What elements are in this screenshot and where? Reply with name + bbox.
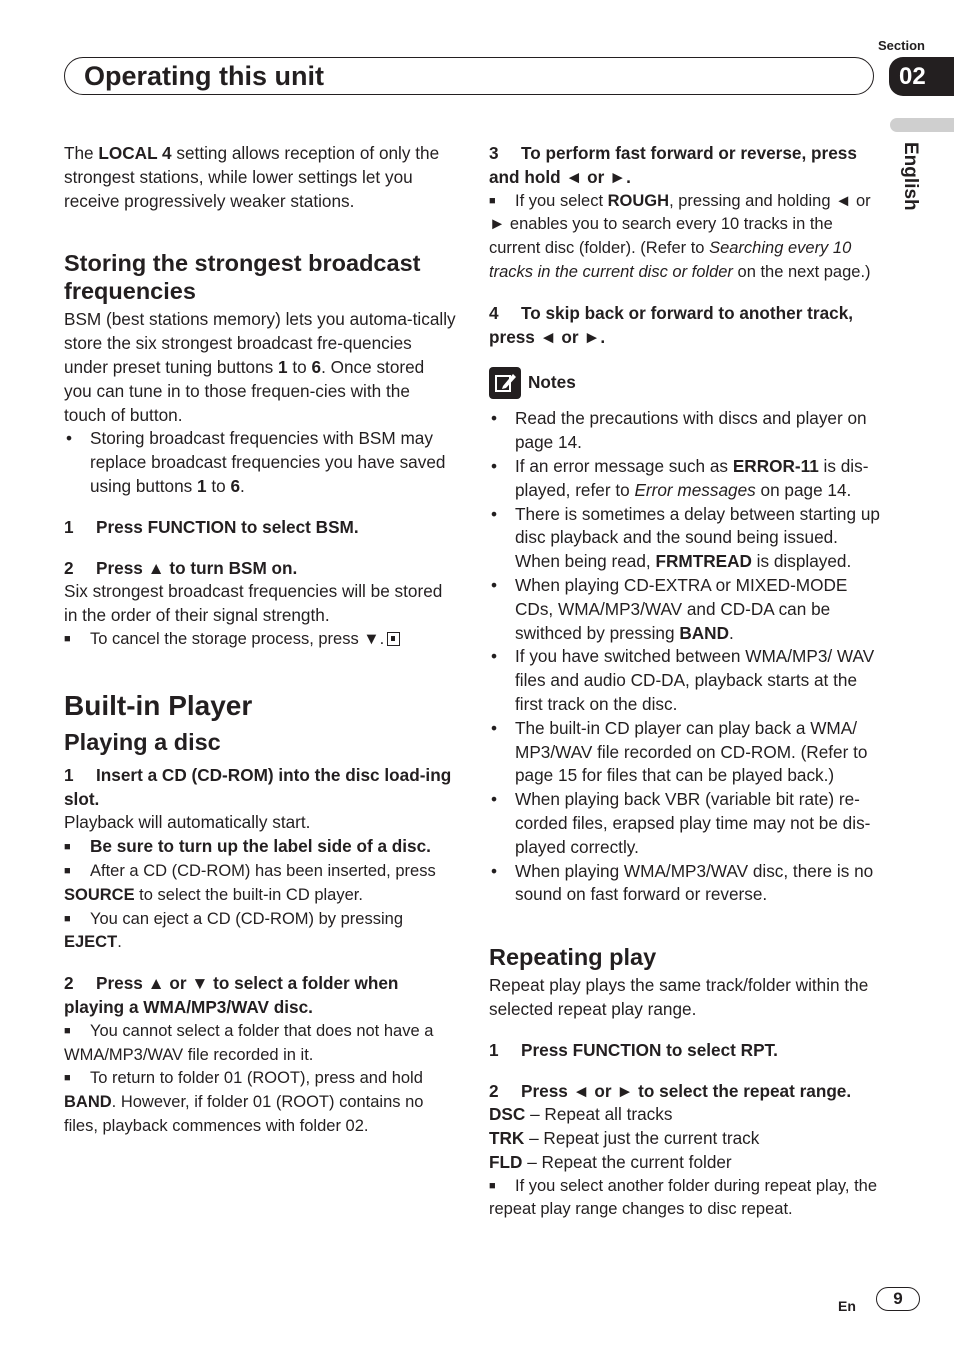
note-item: • The built-in CD player can play back a WMA/ MP3/WAV file recorded on CD-ROM. (Refer to page 15 for files that can be played back.) bbox=[489, 717, 881, 788]
local-intro: The LOCAL 4 setting allows reception of only the strongest stations, while lower settings let you receive progressively weaker stations. bbox=[64, 143, 440, 211]
disc-root-note: ■ To return to folder 01 (ROOT), press and hold BAND. However, if folder 01 (ROOT) contains no files, playback commences with folder 02. bbox=[64, 1069, 424, 1135]
repeat-step-1: 1 Press FUNCTION to select RPT. bbox=[489, 1039, 778, 1060]
language-label: English bbox=[900, 142, 921, 211]
pencil-note-icon bbox=[489, 367, 521, 399]
square-bullet-icon: ■ bbox=[64, 1024, 71, 1037]
note-item: • If you have switched between WMA/MP3/ WAV files and audio CD-DA, playback starts at the first track on the disc. bbox=[489, 645, 881, 716]
footer-language-code: En bbox=[838, 1298, 856, 1314]
repeat-body: Repeat play plays the same track/folder within the selected repeat play range. bbox=[489, 975, 869, 1019]
note-item: • When playing back VBR (variable bit rate) re-corded files, erapsed play time may not be dis-played correctly. bbox=[489, 788, 881, 859]
disc-step-1-body: Playback will automatically start. bbox=[64, 812, 311, 833]
disc-step-1: 1 Insert a CD (CD-ROM) into the disc load-ing slot. bbox=[64, 764, 452, 809]
built-in-player-heading: Built-in Player bbox=[64, 689, 253, 721]
note-item: • Read the precautions with discs and player on page 14. bbox=[489, 407, 881, 455]
notes-heading: Notes bbox=[489, 367, 881, 399]
square-bullet-icon: ■ bbox=[64, 841, 71, 854]
playing-disc-heading: Playing a disc bbox=[64, 728, 221, 755]
note-item: • When playing WMA/MP3/WAV disc, there is no sound on fast forward or reverse. bbox=[489, 860, 881, 908]
step-3: 3 To perform fast forward or reverse, press and hold ◄ or ►. bbox=[489, 143, 857, 187]
disc-label-note: ■ Be sure to turn up the label side of a disc. bbox=[64, 835, 456, 860]
disc-source-note: ■ After a CD (CD-ROM) has been inserted, press SOURCE to select the built-in CD player. bbox=[64, 861, 436, 904]
disc-eject-note: ■ You can eject a CD (CD-ROM) by pressing EJECT. bbox=[64, 909, 404, 952]
note-item: • When playing CD-EXTRA or MIXED-MODE CDs, WMA/MP3/WAV and CD-DA can be swithced by pressing BAND. bbox=[489, 574, 881, 645]
square-bullet-icon: ■ bbox=[489, 194, 496, 207]
range-fld: FLD – Repeat the current folder bbox=[489, 1151, 732, 1172]
page-title: Operating this unit bbox=[84, 61, 324, 91]
note-item: • There is sometimes a delay between starting up disc playback and the sound being issued. When being read, FRMTREAD is displayed. bbox=[489, 503, 881, 574]
repeating-play-heading: Repeating play bbox=[489, 944, 657, 971]
square-bullet-icon: ■ bbox=[64, 912, 71, 925]
square-bullet-icon: ■ bbox=[64, 1072, 71, 1085]
bsm-step-1: 1 Press FUNCTION to select BSM. bbox=[64, 516, 359, 537]
right-column bbox=[489, 142, 881, 1222]
section-number-tab: 02 bbox=[889, 57, 954, 96]
square-bullet-icon: ■ bbox=[489, 1179, 496, 1192]
repeat-note: ■ If you select another folder during repeat play, the repeat play range changes to disc repeat. bbox=[489, 1176, 878, 1219]
step-4: 4 To skip back or forward to another track, press ◄ or ►. bbox=[489, 302, 854, 347]
end-mark-icon bbox=[387, 632, 400, 646]
disc-step-2: 2 Press ▲ or ▼ to select a folder when playing a WMA/MP3/WAV disc. bbox=[64, 973, 399, 1017]
range-dsc: DSC – Repeat all tracks bbox=[489, 1104, 673, 1125]
page-number: 9 bbox=[876, 1287, 920, 1311]
bsm-bullet: • Storing broadcast frequencies with BSM may replace broadcast frequencies you have saved using buttons 1 to 6. bbox=[64, 427, 456, 498]
bsm-step-2: 2 Press ▲ to turn BSM on. bbox=[64, 557, 298, 578]
square-bullet-icon: ■ bbox=[64, 864, 71, 877]
repeat-step-2: 2 Press ◄ or ► to select the repeat range. bbox=[489, 1080, 852, 1101]
language-tab-bar bbox=[890, 118, 954, 132]
bsm-step-2-body: Six strongest broadcast frequencies will be stored in the order of their signal strength. bbox=[64, 581, 443, 626]
section-label: Section bbox=[878, 38, 925, 53]
rough-note: ■ If you select ROUGH, pressing and holding ◄ or ► enables you to search every 10 tracks in the current disc (folder). (Refer to Searching every 10 tracks in the current disc or folder on the next page.) bbox=[489, 191, 871, 281]
range-trk: TRK – Repeat just the current track bbox=[489, 1128, 760, 1149]
note-item: • If an error message such as ERROR-11 is dis-played, refer to Error messages on page 14. bbox=[489, 455, 881, 503]
bsm-cancel-note: ■ To cancel the storage process, press ▼. bbox=[64, 628, 456, 652]
bsm-heading: Storing the strongest broadcast frequencies bbox=[64, 250, 421, 305]
notes-list bbox=[489, 407, 881, 907]
square-bullet-icon: ■ bbox=[64, 632, 71, 645]
disc-folder-note: ■ You cannot select a folder that does not have a WMA/MP3/WAV file recorded in it. bbox=[64, 1021, 434, 1064]
left-column bbox=[64, 142, 456, 1139]
bsm-body: BSM (best stations memory) lets you automa-tically store the six strongest broadcast fre-quencies under preset tuning buttons 1 to 6. Once stored you can tune in to those frequen-cies with the touch of button. bbox=[64, 309, 456, 425]
